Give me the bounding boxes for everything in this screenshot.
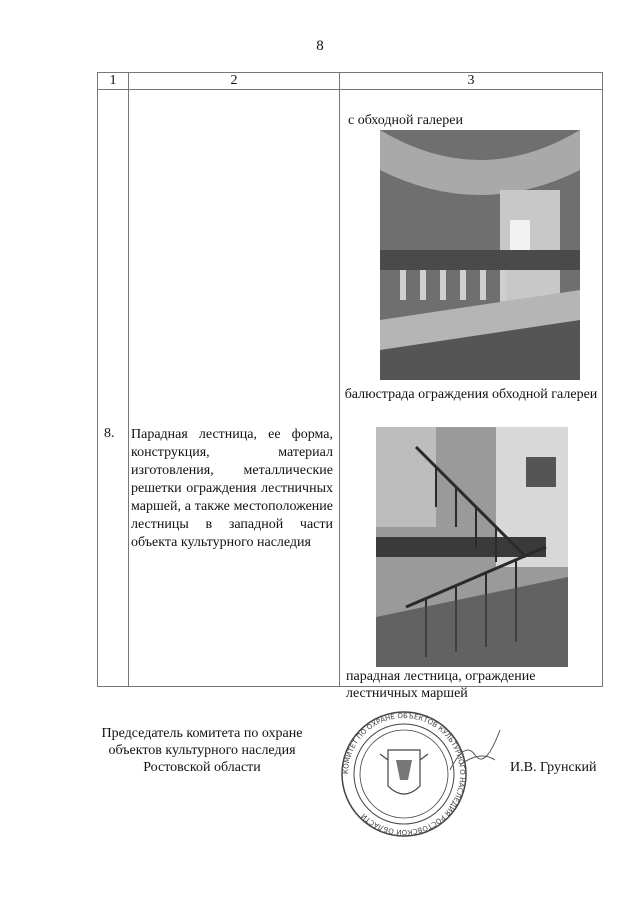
header-col-2: 2: [129, 73, 340, 90]
photo-gallery-interior: [380, 130, 580, 380]
signatory-name: И.В. Грунский: [510, 760, 597, 775]
row-description: Парадная лестница, ее форма, конструкция, материал изготовления, металлические решетки ограждения лестничных маршей, а также местоположение лестницы в западной части объекта культурного наследия: [131, 427, 333, 550]
photo-main-staircase: [376, 427, 568, 667]
header-col-1: 1: [98, 73, 129, 90]
table-header-row: [98, 73, 603, 90]
row-number: 8.: [104, 426, 115, 441]
objects-table: [97, 72, 603, 701]
table-row: [98, 90, 603, 687]
svg-text:КОМИТЕТ ПО ОХРАНЕ ОБЪЕКТОВ КУЛ: КОМИТЕТ ПО ОХРАНЕ ОБЪЕКТОВ КУЛЬТУРНОГО НАСЛЕДИЯ РОСТОВСКОЙ ОБЛАСТИ: [341, 711, 467, 837]
row-description-cell: [129, 90, 340, 687]
signatory-position: Председатель комитета по охране объектов культурного наследия Ростовской области: [101, 726, 303, 775]
page-number: 8: [316, 38, 324, 54]
handwritten-signature: [445, 720, 505, 780]
caption-bottom: парадная лестница, ограждение лестничных маршей: [346, 669, 536, 701]
row-photos-cell: [340, 90, 603, 701]
row-number-cell: [98, 90, 129, 687]
header-col-3: 3: [340, 73, 603, 90]
caption-top: с обходной галереи: [348, 113, 463, 128]
caption-middle: балюстрада ограждения обходной галереи: [344, 387, 598, 402]
